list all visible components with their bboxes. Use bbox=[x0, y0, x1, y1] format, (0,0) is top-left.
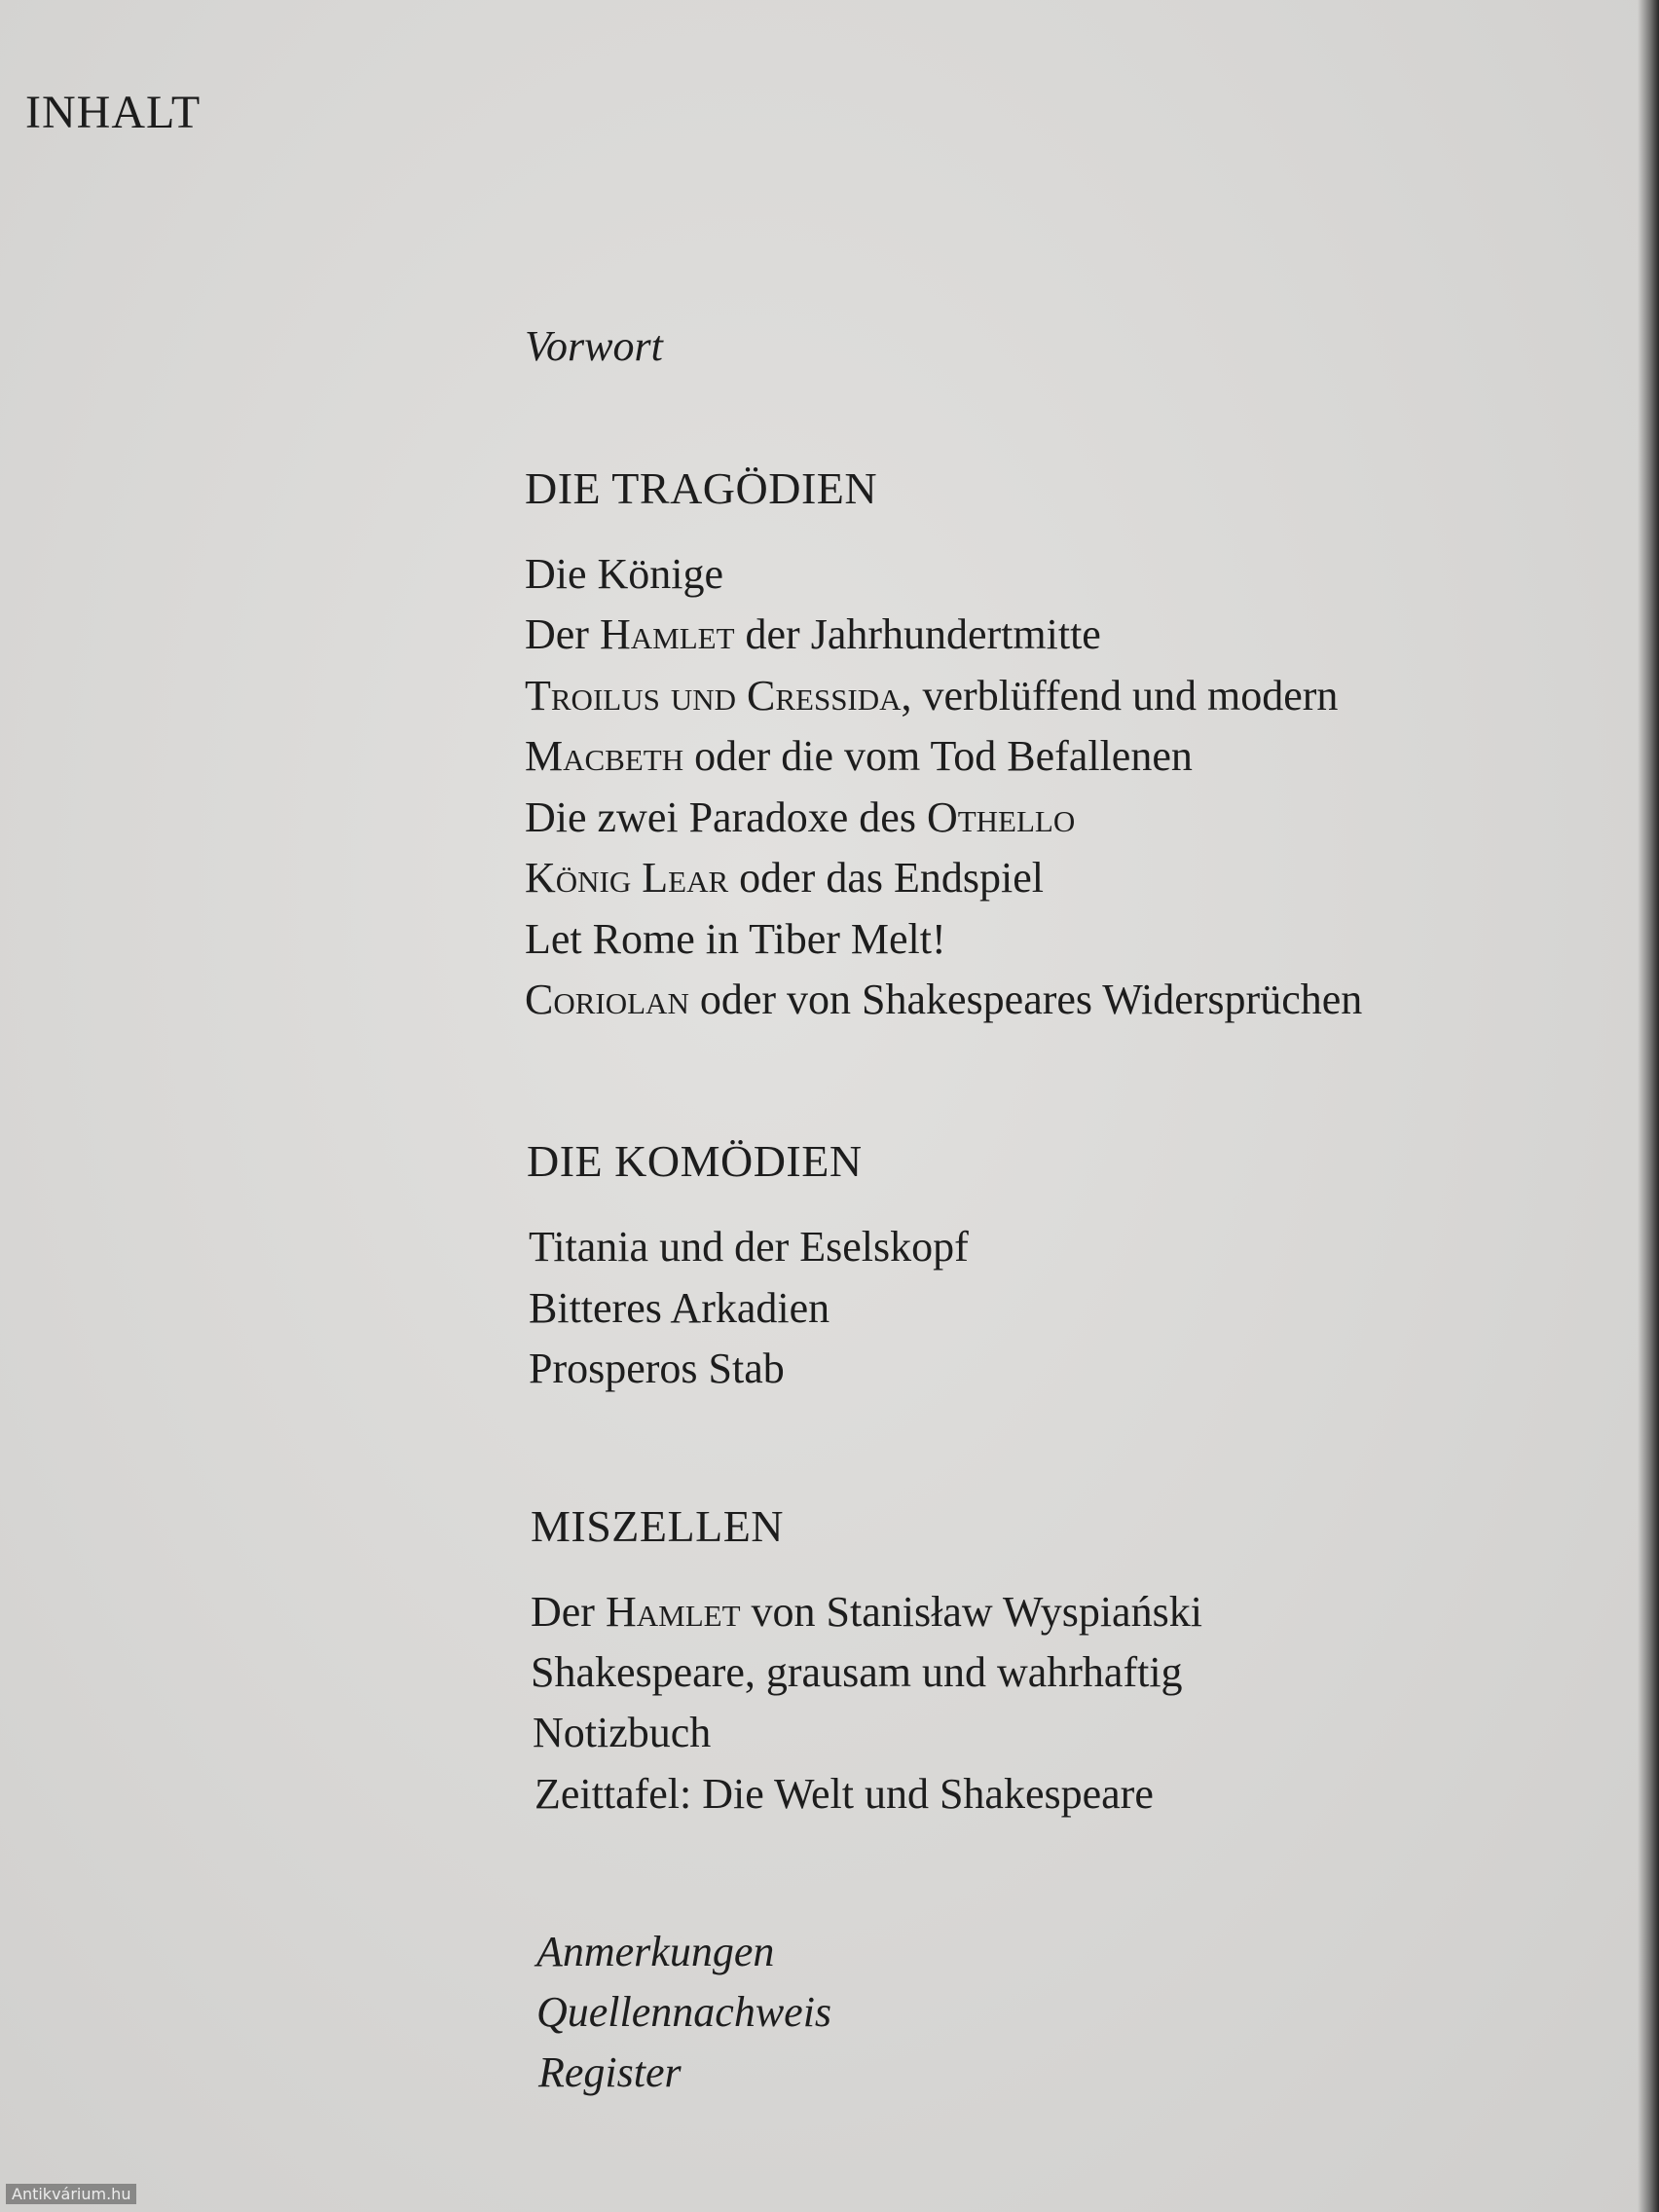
entry-title: Quellennachweis bbox=[536, 1988, 832, 2036]
entry-title-smallcaps: König Lear bbox=[525, 854, 729, 902]
entry-title: Titania und der Eselskopf bbox=[529, 1223, 969, 1271]
entry-title bbox=[525, 973, 1362, 1027]
entry-title: Let Rome in Tiber Melt! bbox=[525, 915, 946, 963]
entry-title-part: oder das Endspiel bbox=[728, 854, 1044, 902]
entry-title bbox=[525, 669, 1338, 723]
entry-title-part: Der bbox=[531, 1588, 606, 1636]
entry-title bbox=[531, 1585, 1202, 1640]
entry-title-smallcaps: Macbeth bbox=[525, 732, 684, 780]
entry-title-smallcaps: Hamlet bbox=[599, 610, 735, 658]
entry-title bbox=[525, 791, 1075, 845]
section-title: MISZELLEN bbox=[531, 1501, 785, 1551]
entry-title-part: oder die vom Tod Befallenen bbox=[683, 732, 1193, 780]
section-title: DIE TRAGÖDIEN bbox=[525, 463, 878, 513]
entry-title: Zeittafel: Die Welt und Shakespeare bbox=[535, 1770, 1154, 1818]
entry-title-smallcaps: Troilus und Cressida bbox=[525, 672, 902, 719]
entry-title-part: , verblüffend und modern bbox=[901, 672, 1339, 719]
entry-title bbox=[525, 608, 1101, 662]
page-title: INHALT bbox=[25, 87, 202, 138]
entry-title bbox=[525, 729, 1193, 784]
entry-title: Anmerkungen bbox=[536, 1928, 775, 1975]
entry-title-part: Die zwei Paradoxe des bbox=[525, 793, 927, 841]
entry-title-smallcaps: Coriolan bbox=[525, 976, 689, 1023]
entry-title bbox=[525, 851, 1044, 905]
watermark: Antikvárium.hu bbox=[6, 2184, 136, 2204]
entry-title: Register bbox=[538, 2048, 682, 2096]
entry-title-smallcaps: Othello bbox=[926, 793, 1076, 841]
entry-title: Bitteres Arkadien bbox=[529, 1284, 830, 1332]
entry-title: Notizbuch bbox=[533, 1709, 712, 1756]
page-edge-shadow bbox=[1638, 0, 1659, 2212]
entry-title-part: von Stanisław Wyspiański bbox=[740, 1588, 1202, 1636]
section-title: DIE KOMÖDIEN bbox=[527, 1136, 863, 1186]
entry-title-part: Der bbox=[525, 610, 600, 658]
entry-title: Die Könige bbox=[525, 550, 724, 598]
entry-title-part: der Jahrhundertmitte bbox=[734, 610, 1101, 658]
entry-title-part: oder von Shakespeares Widersprüchen bbox=[688, 976, 1363, 1023]
entry-title-smallcaps: Hamlet bbox=[605, 1588, 741, 1636]
entry-title: Vorwort bbox=[525, 322, 663, 370]
entry-title: Shakespeare, grausam und wahrhaftig bbox=[531, 1648, 1183, 1696]
entry-title: Prosperos Stab bbox=[529, 1345, 785, 1392]
